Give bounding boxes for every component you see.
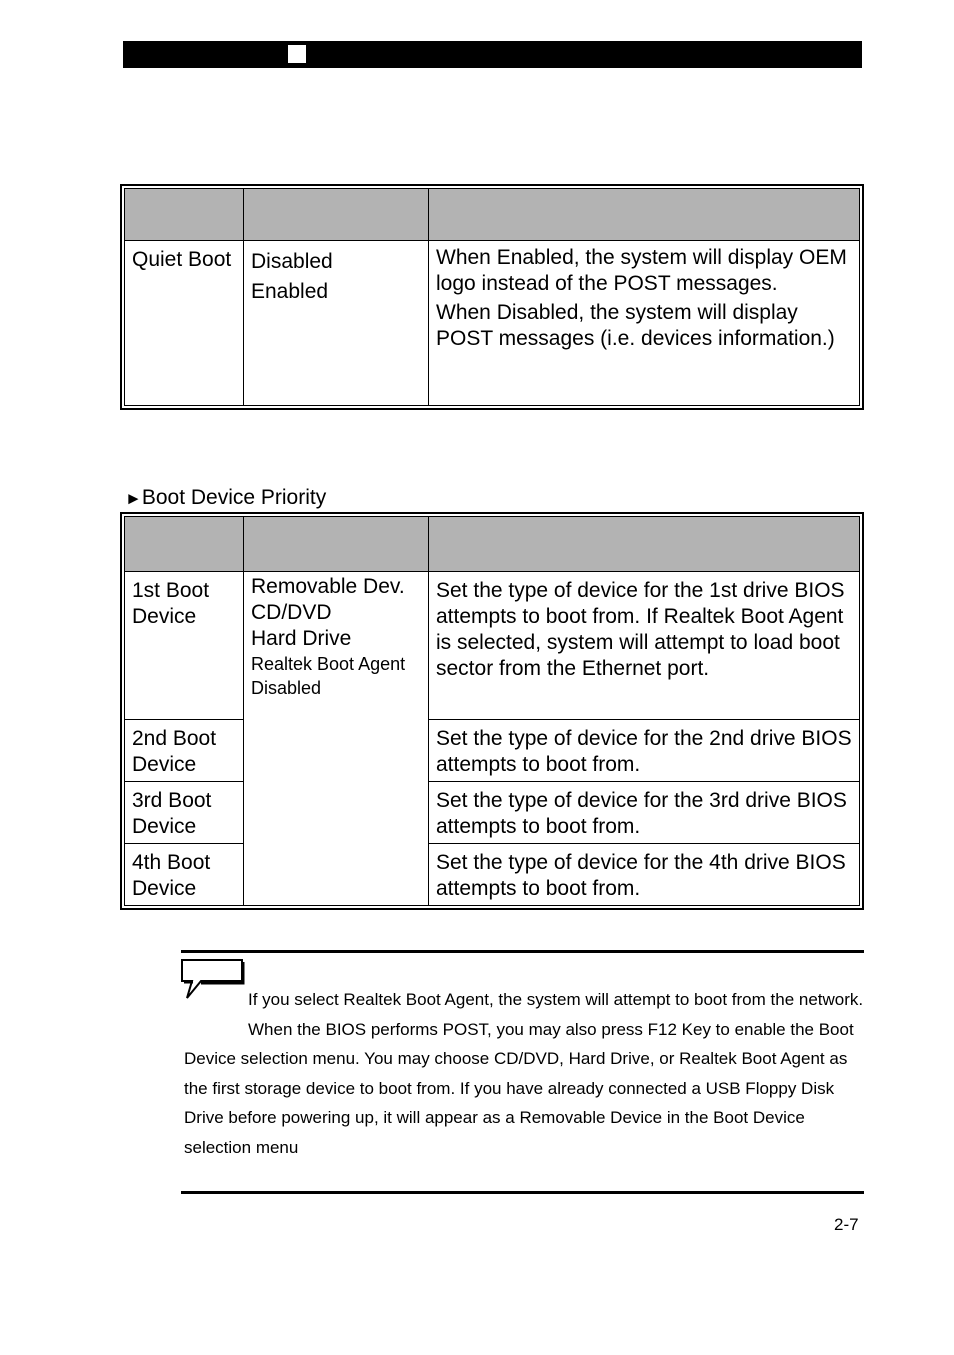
boot-priority-table (120, 512, 864, 910)
section-title-text: Boot Device Priority (141, 486, 327, 509)
header-cell-description (429, 517, 860, 572)
quiet-boot-table (120, 184, 864, 410)
table-row (125, 844, 860, 906)
header-cell-description (429, 189, 860, 241)
description-4th: Set the type of device for the 4th drive BIOS attempts to boot from. (429, 844, 860, 906)
option-cd-dvd: CD/DVD (251, 601, 332, 624)
table-row (125, 241, 860, 406)
header-marker-box (288, 45, 306, 63)
item-quiet-boot: Quiet Boot (125, 241, 244, 406)
description-2nd: Set the type of device for the 2nd drive BIOS attempts to boot from. (429, 720, 860, 782)
item-1st-boot-device: 1st Boot Device (125, 572, 244, 720)
note-text (184, 985, 864, 1163)
section-title (125, 485, 326, 512)
option-enabled: Enabled (251, 280, 329, 303)
table-row (125, 720, 860, 782)
item-2nd-boot-device: 2nd Boot Device (125, 720, 244, 782)
option-removable: Removable Dev. (251, 575, 405, 598)
note-bottom-rule (181, 1191, 864, 1194)
table-header-row (125, 517, 860, 572)
note-paragraph-2: When the BIOS performs POST, you may also press F12 Key to enable the Boot Device selection menu. You may choose CD/DVD, Hard Drive, or Realtek Boot Agent as the first storage device to boot from. If you have already connected a USB Floppy Disk Drive before powering up, it will appear as a Removable Device in the Boot Device selection menu (184, 1019, 854, 1157)
option-disabled: Disabled (251, 678, 322, 698)
note-top-rule (181, 950, 864, 953)
description-enabled: When Enabled, the system will display OEM logo instead of the POST messages. (436, 246, 847, 295)
description-disabled: When Disabled, the system will display POST messages (i.e. devices information.) (436, 301, 835, 350)
description-cell (429, 241, 860, 406)
item-4th-boot-device: 4th Boot Device (125, 844, 244, 906)
option-realtek-boot-agent: Realtek Boot Agent (251, 654, 406, 674)
header-cell-options (244, 189, 429, 241)
page-number: 2-7 (834, 1215, 859, 1234)
table-row (125, 782, 860, 844)
header-bar (123, 41, 862, 68)
description-1st: Set the type of device for the 1st drive BIOS attempts to boot from. If Realtek Boot Agent is selected, system will attempt to load boot sector from the Ethernet port. (429, 572, 860, 720)
table-header-row (125, 189, 860, 241)
header-cell-item (125, 189, 244, 241)
option-hard-drive: Hard Drive (251, 627, 352, 650)
option-disabled: Disabled (251, 250, 333, 273)
triangle-arrow-icon: ► (125, 489, 142, 508)
header-cell-item (125, 517, 244, 572)
header-cell-options (244, 517, 429, 572)
description-3rd: Set the type of device for the 3rd drive BIOS attempts to boot from. (429, 782, 860, 844)
options-cell (244, 241, 429, 406)
item-3rd-boot-device: 3rd Boot Device (125, 782, 244, 844)
boot-options-cell (244, 572, 429, 906)
table-row (125, 572, 860, 720)
note-paragraph-1: If you select Realtek Boot Agent, the system will attempt to boot from the network. (248, 990, 864, 1009)
